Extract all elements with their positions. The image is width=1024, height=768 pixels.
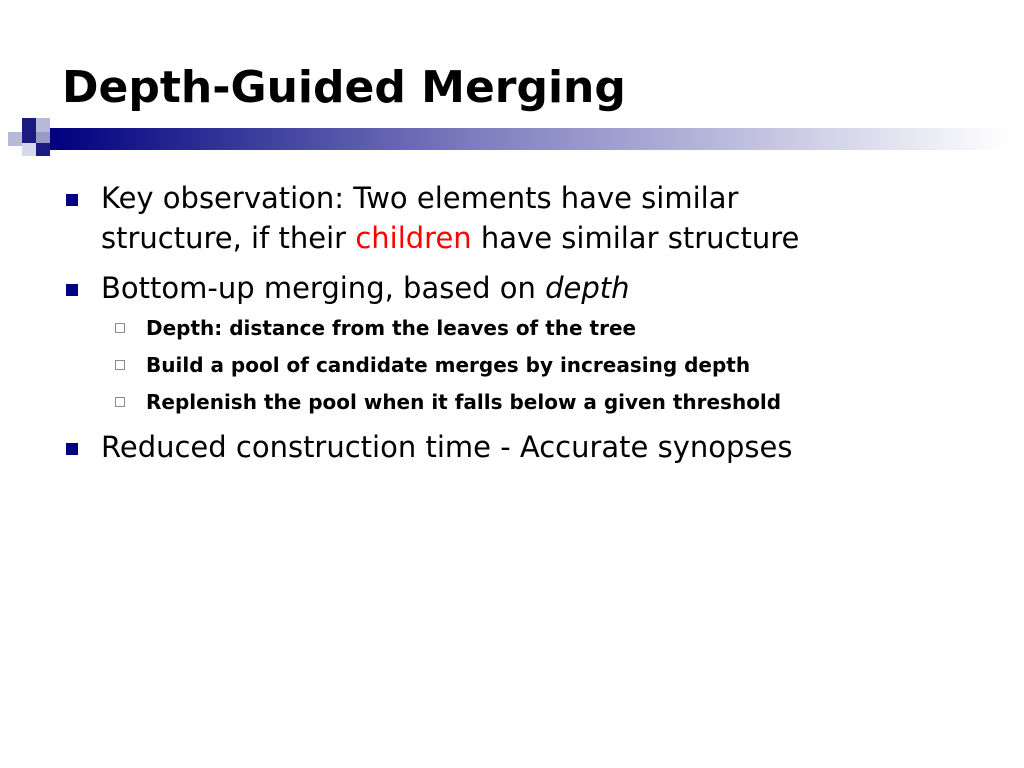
decoration-square: [36, 118, 50, 132]
sub-bullet-text: Depth: distance from the leaves of the tree: [146, 316, 637, 340]
decoration-square: [22, 118, 36, 132]
bullet-reduced-construction-time: [101, 427, 981, 467]
decoration-square: [8, 132, 22, 146]
sub-bullet-replenish-pool: [146, 388, 781, 416]
bullet-bottom-up-merging: [101, 268, 981, 308]
bullet-text: Key observation: Two elements have similar: [101, 181, 739, 215]
decoration-square: [22, 143, 36, 156]
square-bullet-icon: [66, 443, 78, 455]
sub-bullet-text: Replenish the pool when it falls below a given threshold: [146, 390, 782, 414]
bullet-text: Bottom-up merging, based on: [101, 271, 546, 305]
sub-bullet-build-pool: [146, 351, 750, 379]
square-bullet-icon: [66, 194, 78, 206]
title-underline-bar: [50, 128, 1010, 150]
title-decoration-squares: [8, 118, 56, 156]
highlighted-word-children: children: [355, 221, 472, 255]
hollow-square-bullet-icon: [115, 397, 125, 407]
bullet-text: have similar structure: [471, 221, 800, 255]
sub-bullet-text: Build a pool of candidate merges by increasing depth: [146, 353, 751, 377]
bullet-text: Reduced construction time - Accurate synopses: [101, 430, 793, 464]
emphasized-word-depth: depth: [545, 271, 630, 305]
bullet-line: [101, 178, 981, 218]
sub-bullet-depth-definition: [146, 314, 636, 342]
hollow-square-bullet-icon: [115, 360, 125, 370]
decoration-square: [36, 143, 50, 156]
bullet-text: structure, if their: [101, 221, 356, 255]
slide-title: Depth-Guided Merging: [62, 62, 626, 113]
square-bullet-icon: [66, 284, 78, 296]
bullet-key-observation: [101, 178, 981, 258]
bullet-line: [101, 218, 981, 258]
hollow-square-bullet-icon: [115, 323, 125, 333]
